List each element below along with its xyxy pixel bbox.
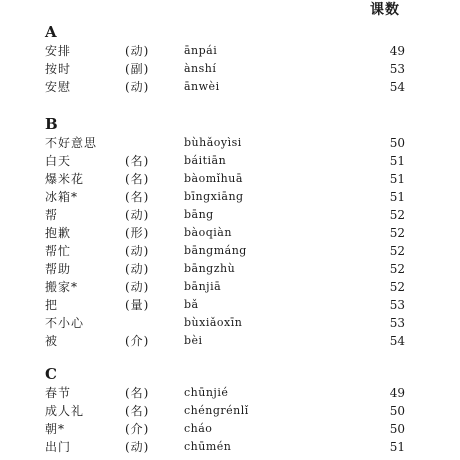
vocab-row [45,170,405,188]
section-a [45,22,405,96]
vocab-word: 冰箱* [45,190,79,204]
vocab-row [45,224,405,242]
lesson-number: 52 [389,208,405,222]
vocab-row [45,332,405,350]
part-of-speech: (介) [125,334,150,348]
pinyin: bānjiā [184,280,222,293]
lesson-number: 52 [389,280,405,294]
vocab-word: 不小心 [45,316,85,330]
lesson-number: 54 [389,80,405,94]
lesson-number: 50 [389,136,405,150]
table-header [0,0,460,20]
section-letter: C [45,365,57,383]
pinyin: ànshí [184,62,217,75]
vocab-word: 抱歉 [45,226,72,240]
part-of-speech: (名) [125,404,150,418]
vocab-word: 安排 [45,44,72,58]
part-of-speech: (动) [125,44,150,58]
vocab-row [45,260,405,278]
pinyin: báitiān [184,154,227,167]
pinyin: cháo [184,422,213,435]
vocab-row [45,296,405,314]
pinyin: chéngrénlǐ [184,404,249,417]
vocab-row [45,206,405,224]
vocab-word: 安慰 [45,80,72,94]
pinyin: bāngmáng [184,244,247,257]
vocab-word: 成人礼 [45,404,85,418]
vocab-word: 白天 [45,154,72,168]
vocab-row [45,188,405,206]
vocab-row [45,134,405,152]
part-of-speech: (名) [125,172,150,186]
part-of-speech: (动) [125,440,150,454]
vocab-word: 按时 [45,62,72,76]
part-of-speech: (介) [125,422,150,436]
vocab-row [45,78,405,96]
pinyin: ānwèi [184,80,220,93]
lesson-number: 52 [389,226,405,240]
lesson-number: 53 [389,298,405,312]
vocab-row [45,278,405,296]
vocab-row [45,402,405,420]
lesson-number: 53 [389,62,405,76]
lesson-number: 51 [389,172,405,186]
vocab-word: 把 [45,298,59,312]
lesson-number: 53 [389,316,405,330]
pinyin: chūmén [184,440,232,453]
vocab-row [45,42,405,60]
vocab-word: 搬家* [45,280,79,294]
part-of-speech: (形) [125,226,150,240]
pinyin: bèi [184,334,203,347]
pinyin: chūnjié [184,386,229,399]
lesson-number: 51 [389,190,405,204]
vocab-word: 帮助 [45,262,72,276]
lesson-number: 52 [389,262,405,276]
lesson-number: 51 [389,440,405,454]
pinyin: bùhǎoyìsi [184,136,242,149]
pinyin: bǎ [184,298,199,311]
pinyin: ānpái [184,44,218,57]
lesson-number: 50 [389,404,405,418]
vocab-word: 朝* [45,422,66,436]
pinyin: bīngxiāng [184,190,244,203]
part-of-speech: (动) [125,280,150,294]
vocab-row [45,384,405,402]
vocab-row [45,60,405,78]
vocab-word: 爆米花 [45,172,85,186]
vocab-word: 出门 [45,440,72,454]
part-of-speech: (名) [125,386,150,400]
pinyin: bāngzhù [184,262,236,275]
lesson-number: 52 [389,244,405,258]
vocab-row [45,420,405,438]
section-b [45,114,405,350]
vocab-word: 帮 [45,208,59,222]
vocab-word: 被 [45,334,59,348]
lesson-number: 49 [389,44,405,58]
lesson-number: 49 [389,386,405,400]
part-of-speech: (名) [125,154,150,168]
section-letter: A [45,23,57,41]
vocab-row [45,314,405,332]
part-of-speech: (动) [125,262,150,276]
vocab-row [45,438,405,456]
vocab-word: 春节 [45,386,72,400]
pinyin: bàoqiàn [184,226,232,239]
vocab-word: 不好意思 [45,136,98,150]
section-letter: B [45,115,58,133]
part-of-speech: (量) [125,298,150,312]
lesson-number: 50 [389,422,405,436]
lesson-number: 54 [389,334,405,348]
part-of-speech: (动) [125,244,150,258]
part-of-speech: (副) [125,62,150,76]
lesson-column-header: 课数 [370,2,400,18]
part-of-speech: (动) [125,208,150,222]
vocab-word: 帮忙 [45,244,72,258]
lesson-number: 51 [389,154,405,168]
part-of-speech: (动) [125,80,150,94]
pinyin: bùxiǎoxīn [184,316,243,329]
vocab-row [45,242,405,260]
pinyin: bāng [184,208,214,221]
part-of-speech: (名) [125,190,150,204]
vocab-row [45,152,405,170]
section-c [45,364,405,456]
pinyin: bàomǐhuā [184,172,243,185]
